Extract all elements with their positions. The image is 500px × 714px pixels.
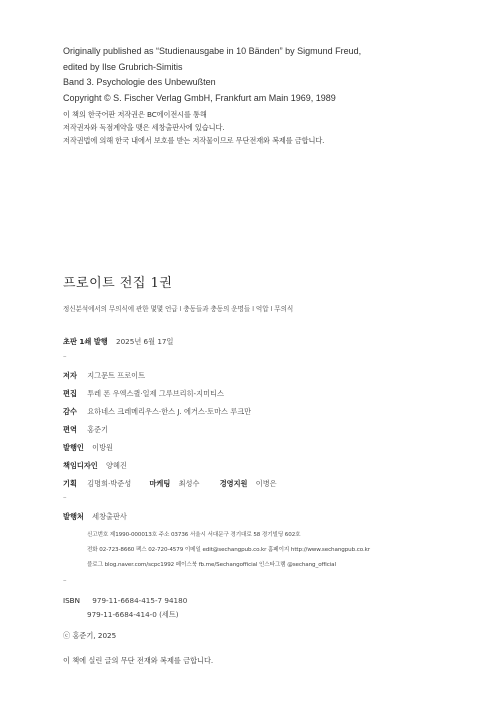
supervisor-value: 요하네스 크레메리우스·한스 J. 에거스·토마스 루크만 (87, 407, 252, 416)
author-value: 지그문트 프로이트 (87, 371, 146, 380)
marketing-label: 마케팅 (149, 479, 171, 488)
planning-value: 김명희·박준성 (87, 479, 132, 488)
management-value: 이병은 (255, 479, 277, 488)
editor-row (63, 389, 224, 399)
translator-row (63, 425, 108, 435)
publisher-row (63, 512, 127, 522)
publisher-label: 발행처 (63, 512, 84, 521)
original-publication-info (63, 44, 483, 147)
original-line-3: Band 3. Psychologie des Unbewußten (63, 77, 216, 87)
management-label: 경영지원 (219, 479, 248, 488)
first-print-label: 초판 1쇄 발행 (63, 337, 108, 346)
copy-notice: 이 책에 실린 글의 무단 전재와 복제를 금합니다. (63, 656, 214, 665)
isbn-main: 979-11-6684-415-7 94180 (92, 596, 188, 605)
publisher-value: 세창출판사 (92, 512, 127, 521)
translator-label: 편역 (63, 425, 77, 434)
design-label: 책임디자인 (63, 461, 98, 470)
design-value: 양혜진 (106, 461, 127, 470)
marketing-value: 최성수 (178, 479, 200, 488)
author-row (63, 371, 145, 381)
first-print-date: 2025년 6월 17일 (116, 337, 174, 346)
book-title-block (63, 272, 483, 313)
book-title: 프로이트 전집 1권 (63, 276, 173, 291)
original-line-1: Originally published as “Studienausgabe in 10 Bänden” by Sigmund Freud, (63, 46, 362, 56)
first-print-row (63, 337, 173, 347)
planning-label: 기획 (63, 479, 77, 488)
author-label: 저자 (63, 371, 77, 380)
design-row (63, 461, 127, 471)
original-line-2: edited by Ilse Grubrich-Simitis (63, 61, 183, 72)
social-links: 블로그 blog.naver.com/scpc1992 페이스북 fb.me/Sechangofficial 인스타그램 @sechang_official (87, 562, 336, 568)
isbn-set: 979-11-6684-414-0 (세트) (87, 610, 179, 619)
publisher-person-value: 이방원 (92, 443, 113, 452)
editor-value: 투레 폰 우엑스퀼·일제 그루브리히-지미티스 (87, 389, 224, 398)
contact-info: 전화 02-723-8660 팩스 02-720-4579 이메일 edit@sechangpub.co.kr 홈페이지 http://www.sechangpub.co.kr (87, 547, 370, 553)
korean-rights-line-3: 저작권법에 의해 한국 내에서 보호를 받는 저작물이므로 무단전재와 복제를 금합니다. (63, 136, 325, 145)
copyright-line: ⓒ 홍준기, 2025 (63, 631, 117, 640)
planning-row (63, 479, 277, 489)
supervisor-row (63, 407, 251, 417)
korean-rights-line-2: 저작권자와 독점계약을 맺은 세창출판사에 있습니다. (63, 123, 225, 132)
original-line-4: Copyright © S. Fischer Verlag GmbH, Frankfurt am Main 1969, 1989 (63, 92, 336, 103)
publisher-person-row (63, 443, 113, 453)
separator-dash: – (63, 576, 67, 584)
registration-address: 신고번호 제1990-000013호 주소 03736 서울시 서대문구 경기대로 58 경기빌딩 602호 (87, 532, 301, 538)
supervisor-label: 감수 (63, 407, 77, 416)
korean-rights-line-1: 이 책의 한국어판 저작권은 BC에이전시를 통해 (63, 110, 207, 119)
isbn-row (63, 596, 187, 605)
translator-value: 홍준기 (87, 425, 109, 434)
isbn-label: ISBN (63, 596, 80, 605)
publisher-person-label: 발행인 (63, 443, 84, 452)
separator-dash: – (63, 493, 67, 501)
separator-dash: – (63, 352, 67, 360)
book-subtitle: 정신분석에서의 무의식에 관한 몇몇 언급 ǀ 충동들과 충동의 운명들 ǀ 억압 ǀ 무의식 (63, 305, 294, 313)
editor-label: 편집 (63, 389, 77, 398)
